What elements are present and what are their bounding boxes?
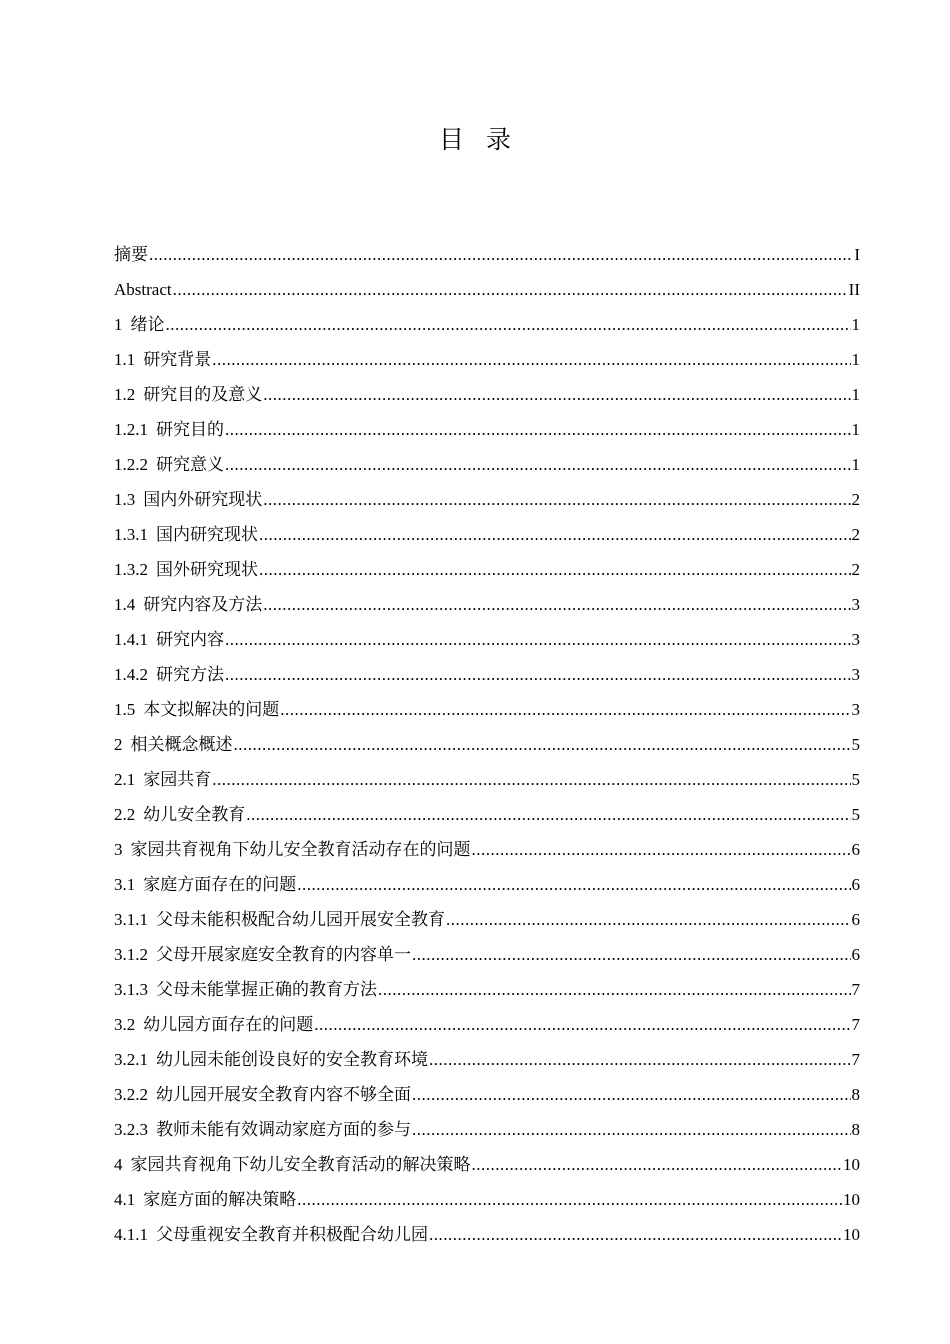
toc-section-title: 家园共育视角下幼儿安全教育活动存在的问题: [130, 840, 471, 859]
toc-section-title: 本文拟解决的问题: [143, 700, 280, 719]
toc-page-number: 8: [851, 1085, 860, 1104]
toc-section-number: 1: [114, 315, 123, 334]
toc-entry[interactable]: [114, 1217, 860, 1252]
toc-page-number: 6: [851, 945, 860, 964]
toc-section-number: 1.4.2: [114, 665, 148, 684]
toc-section-title: 研究意义: [156, 455, 224, 474]
toc-entry-label: [114, 867, 296, 902]
toc-entry[interactable]: [114, 1007, 860, 1042]
toc-section-number: 1.2.2: [114, 455, 148, 474]
toc-entry-label: [114, 622, 224, 657]
toc-section-title: 研究目的: [156, 420, 224, 439]
dot-leader: [429, 1042, 851, 1077]
toc-page-number: 10: [843, 1155, 860, 1174]
dot-leader: [149, 237, 853, 272]
toc-entry[interactable]: [114, 1042, 860, 1077]
page-title: 目录: [438, 125, 533, 154]
toc-entry[interactable]: [114, 377, 860, 412]
toc-section-title: 家园共育视角下幼儿安全教育活动的解决策略: [130, 1155, 471, 1174]
toc-section-number: 1.3: [114, 490, 136, 509]
toc-entry-label: [114, 517, 258, 552]
toc-section-number: 3.2: [114, 1015, 136, 1034]
toc-page-number: 2: [851, 525, 860, 544]
toc-entry-label: [114, 552, 258, 587]
toc-section-title: 研究内容: [156, 630, 224, 649]
toc-entry-label: [114, 972, 377, 1007]
toc-section-number: 3.2.1: [114, 1050, 148, 1069]
toc-section-number: 1.2.1: [114, 420, 148, 439]
toc-entry-label: [114, 587, 262, 622]
toc-page-number: II: [848, 280, 860, 299]
toc-page-number: 10: [843, 1190, 860, 1209]
toc-page-number: 3: [851, 665, 860, 684]
toc-page-number: 5: [851, 770, 860, 789]
toc-entry-label: [114, 832, 471, 867]
dot-leader: [297, 867, 850, 902]
toc-entry-label: [114, 1077, 411, 1112]
toc-section-title: 家庭方面的解决策略: [143, 1190, 297, 1209]
toc-section-title: 相关概念概述: [130, 735, 233, 754]
toc-entry-label: [114, 797, 245, 832]
toc-section-title: 家庭方面存在的问题: [143, 875, 297, 894]
dot-leader: [212, 762, 850, 797]
dot-leader: [225, 447, 851, 482]
toc-page-number: 7: [851, 980, 860, 999]
toc-entry[interactable]: [114, 902, 860, 937]
toc-entry-label: [114, 1182, 296, 1217]
toc-page-number: 1: [851, 385, 860, 404]
toc-entry[interactable]: [114, 727, 860, 762]
toc-section-title: 父母未能掌握正确的教育方法: [156, 980, 377, 999]
toc-section-title: 绪论: [130, 315, 165, 334]
toc-entry-label: [114, 1007, 313, 1042]
toc-entry-label: [114, 237, 148, 272]
toc-entry[interactable]: [114, 1077, 860, 1112]
toc-page-number: 10: [843, 1225, 860, 1244]
dot-leader: [166, 307, 851, 342]
toc-section-title: 国内研究现状: [156, 525, 258, 544]
toc-entry[interactable]: [114, 342, 860, 377]
toc-page-number: 1: [851, 420, 860, 439]
toc-entry-label: [114, 727, 233, 762]
dot-leader: [259, 552, 851, 587]
toc-entry-label: [114, 937, 411, 972]
toc-page-number: 3: [851, 700, 860, 719]
toc-page-number: 1: [851, 315, 860, 334]
toc-entry-label: [114, 1042, 428, 1077]
toc-section-title: 研究内容及方法: [143, 595, 263, 614]
toc-section-number: 1.2: [114, 385, 136, 404]
toc-section-number: 2: [114, 735, 123, 754]
toc-entry[interactable]: [114, 972, 860, 1007]
toc-entry-label: [114, 1112, 411, 1147]
toc-section-title: 摘要: [114, 245, 148, 264]
toc-section-title: 研究方法: [156, 665, 224, 684]
toc-page-number: 7: [851, 1050, 860, 1069]
toc-section-title: 幼儿安全教育: [143, 805, 246, 824]
dot-leader: [234, 727, 851, 762]
dot-leader: [412, 937, 851, 972]
toc-page-number: 6: [851, 840, 860, 859]
toc-section-title: 国外研究现状: [156, 560, 258, 579]
toc-page-number: 5: [851, 805, 860, 824]
table-of-contents: [114, 237, 860, 1252]
toc-page-number: 1: [851, 350, 860, 369]
toc-section-number: 3: [114, 840, 123, 859]
toc-page-number: 6: [851, 910, 860, 929]
toc-section-title: 幼儿园开展安全教育内容不够全面: [156, 1085, 411, 1104]
toc-page-number: 6: [851, 875, 860, 894]
toc-entry[interactable]: [114, 447, 860, 482]
toc-page-number: 3: [851, 630, 860, 649]
toc-entry-label: [114, 692, 279, 727]
toc-entry[interactable]: [114, 237, 860, 272]
toc-section-title: 教师未能有效调动家庭方面的参与: [156, 1120, 411, 1139]
toc-section-title: 研究背景: [143, 350, 212, 369]
toc-section-number: 2.2: [114, 805, 136, 824]
toc-section-title: 父母重视安全教育并积极配合幼儿园: [156, 1225, 428, 1244]
dot-leader: [263, 587, 850, 622]
toc-section-title: 父母开展家庭安全教育的内容单一: [156, 945, 411, 964]
toc-page-number: 3: [851, 595, 860, 614]
toc-section-number: 1.4: [114, 595, 136, 614]
toc-section-number: 4.1.1: [114, 1225, 148, 1244]
toc-entry[interactable]: [114, 482, 860, 517]
dot-leader: [225, 412, 851, 447]
dot-leader: [429, 1217, 842, 1252]
toc-entry-label: [114, 342, 211, 377]
toc-section-title: 父母未能积极配合幼儿园开展安全教育: [156, 910, 445, 929]
toc-page-number: 2: [851, 490, 860, 509]
toc-page-number: 8: [851, 1120, 860, 1139]
dot-leader: [225, 622, 851, 657]
toc-section-title: 幼儿园未能创设良好的安全教育环境: [156, 1050, 428, 1069]
toc-section-number: 3.2.3: [114, 1120, 148, 1139]
toc-entry[interactable]: [114, 937, 860, 972]
toc-entry-label: [114, 902, 445, 937]
toc-entry[interactable]: [114, 1147, 860, 1182]
dot-leader: [472, 832, 851, 867]
dot-leader: [280, 692, 850, 727]
toc-section-number: 1.4.1: [114, 630, 148, 649]
toc-entry-label: [114, 447, 224, 482]
toc-entry-label: [114, 307, 165, 342]
toc-section-number: 3.1.3: [114, 980, 148, 999]
toc-entry-label: [114, 657, 224, 692]
toc-entry[interactable]: [114, 832, 860, 867]
dot-leader: [173, 272, 848, 307]
toc-section-number: 3.1.1: [114, 910, 148, 929]
toc-entry[interactable]: [114, 587, 860, 622]
toc-section-number: 3.1.2: [114, 945, 148, 964]
toc-entry-label: [114, 1217, 428, 1252]
toc-section-number: 4.1: [114, 1190, 136, 1209]
toc-entry[interactable]: [114, 272, 860, 307]
toc-entry[interactable]: [114, 412, 860, 447]
toc-page-number: I: [854, 245, 860, 264]
toc-entry[interactable]: [114, 762, 860, 797]
toc-entry-label: [114, 482, 262, 517]
toc-section-title: 家园共育: [143, 770, 212, 789]
dot-leader: [263, 377, 850, 412]
toc-entry[interactable]: [114, 692, 860, 727]
toc-entry[interactable]: [114, 552, 860, 587]
dot-leader: [446, 902, 851, 937]
toc-section-title: 研究目的及意义: [143, 385, 263, 404]
dot-leader: [412, 1112, 851, 1147]
toc-section-number: 4: [114, 1155, 123, 1174]
toc-section-number: 2.1: [114, 770, 136, 789]
toc-section-number: 3.2.2: [114, 1085, 148, 1104]
toc-entry[interactable]: [114, 1182, 860, 1217]
dot-leader: [246, 797, 850, 832]
toc-page-number: 5: [851, 735, 860, 754]
dot-leader: [225, 657, 851, 692]
dot-leader: [412, 1077, 851, 1112]
toc-section-number: 1.3.2: [114, 560, 148, 579]
dot-leader: [297, 1182, 842, 1217]
toc-entry[interactable]: [114, 622, 860, 657]
dot-leader: [263, 482, 850, 517]
toc-section-title: 幼儿园方面存在的问题: [143, 1015, 314, 1034]
dot-leader: [472, 1147, 843, 1182]
dot-leader: [314, 1007, 850, 1042]
toc-page-number: 7: [851, 1015, 860, 1034]
toc-page-number: 2: [851, 560, 860, 579]
toc-entry[interactable]: [114, 517, 860, 552]
toc-section-number: 1.3.1: [114, 525, 148, 544]
dot-leader: [259, 517, 851, 552]
toc-section-number: 1.5: [114, 700, 136, 719]
toc-page-number: 1: [851, 455, 860, 474]
toc-entry-label: [114, 1147, 471, 1182]
toc-section-title: 国内外研究现状: [143, 490, 263, 509]
toc-section-number: 3.1: [114, 875, 136, 894]
toc-entry-label: [114, 377, 262, 412]
toc-section-number: 1.1: [114, 350, 136, 369]
toc-entry[interactable]: [114, 657, 860, 692]
toc-entry-label: [114, 762, 211, 797]
toc-entry[interactable]: [114, 307, 860, 342]
toc-section-title: Abstract: [114, 280, 172, 299]
dot-leader: [378, 972, 851, 1007]
dot-leader: [212, 342, 850, 377]
toc-entry[interactable]: [114, 867, 860, 902]
toc-entry-label: [114, 272, 172, 307]
toc-entry[interactable]: [114, 1112, 860, 1147]
toc-entry-label: [114, 412, 224, 447]
toc-entry[interactable]: [114, 797, 860, 832]
